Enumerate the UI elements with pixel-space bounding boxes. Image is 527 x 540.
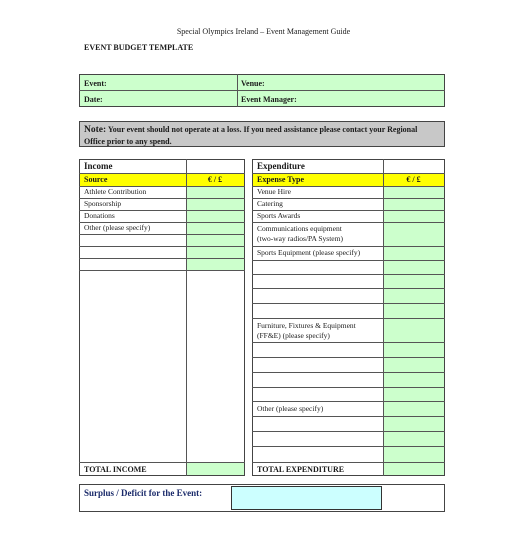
expenditure-title: Expenditure <box>257 161 305 171</box>
total-income-label: TOTAL INCOME <box>84 465 147 474</box>
venue-label: Venue: <box>241 79 265 88</box>
note-text: Your event should not operate at a loss. If you need assistance please contact your Regional Office prior to any spend. <box>84 125 418 146</box>
income-row-athlete-contribution: Athlete Contribution <box>84 187 147 196</box>
date-label: Date: <box>84 95 103 104</box>
note-box <box>79 121 445 147</box>
expense-row-catering: Catering <box>257 199 283 208</box>
note-label: Note: <box>84 125 107 135</box>
expense-row-ffe-detail: (FF&E) (please specify) <box>257 331 330 340</box>
expenditure-total-amount[interactable] <box>384 463 444 475</box>
income-row-donations: Donations <box>84 211 115 220</box>
expense-row-communications-detail: (two-way radios/PA System) <box>257 234 343 243</box>
event-label: Event: <box>84 79 107 88</box>
income-col-amount: € / £ <box>207 175 223 184</box>
surplus-amount-field[interactable] <box>231 486 382 510</box>
guide-title: Special Olympics Ireland – Event Management Guide <box>176 27 351 36</box>
total-expenditure-label: TOTAL EXPENDITURE <box>257 465 345 474</box>
venue-field[interactable] <box>241 79 441 89</box>
income-row-other: Other (please specify) <box>84 223 151 232</box>
template-title: EVENT BUDGET TEMPLATE <box>84 43 194 52</box>
income-row-sponsorship: Sponsorship <box>84 199 122 208</box>
event-manager-label: Event Manager: <box>241 95 297 104</box>
expense-row-communications: Communications equipment <box>257 224 342 233</box>
income-title: Income <box>84 161 113 171</box>
date-field[interactable] <box>84 95 234 105</box>
expense-row-venue-hire: Venue Hire <box>257 187 291 196</box>
event-field[interactable] <box>84 79 234 89</box>
expenditure-amount-column[interactable] <box>384 186 444 462</box>
expense-row-other: Other (please specify) <box>257 404 324 413</box>
expenditure-col-amount: € / £ <box>406 175 421 184</box>
event-manager-field[interactable] <box>241 95 441 105</box>
income-total-amount[interactable] <box>187 463 244 475</box>
income-col-source: Source <box>84 175 108 184</box>
expense-row-sports-awards: Sports Awards <box>257 211 301 220</box>
expense-row-ffe: Furniture, Fixtures & Equipment <box>257 321 356 330</box>
expenditure-col-type: Expense Type <box>257 175 305 184</box>
expense-row-sports-equipment: Sports Equipment (please specify) <box>257 248 361 257</box>
surplus-label: Surplus / Deficit for the Event: <box>84 488 203 498</box>
